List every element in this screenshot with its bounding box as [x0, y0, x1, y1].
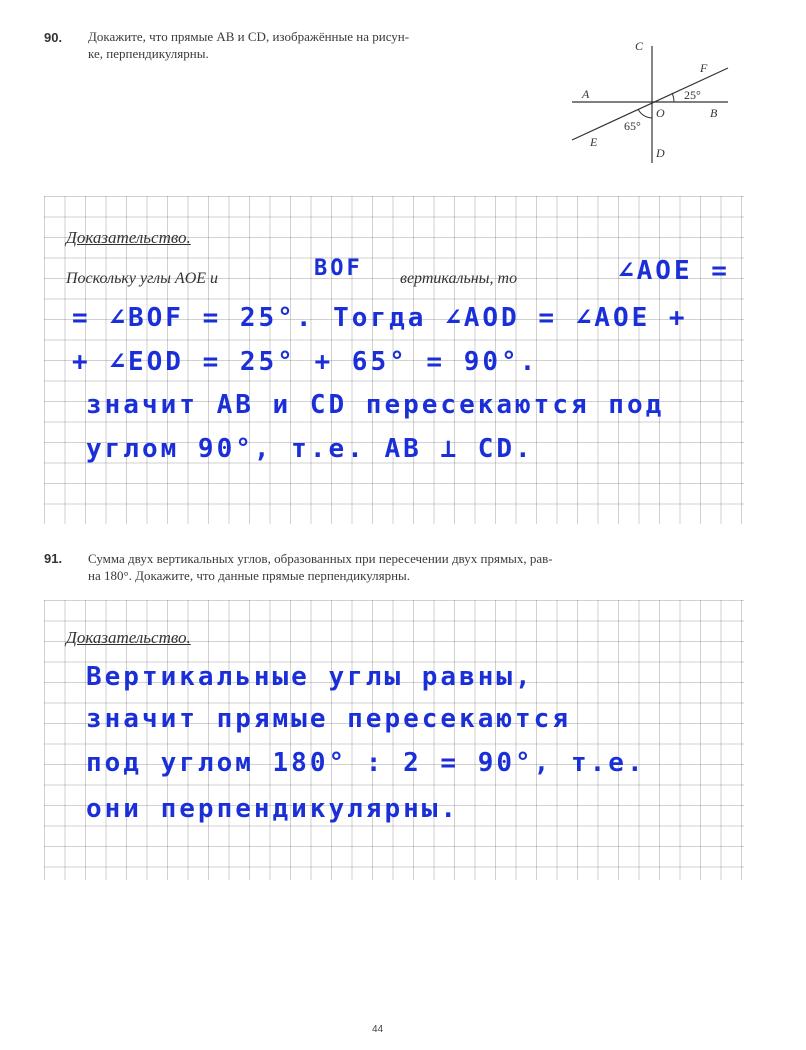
proof-90-printed-mid: вертикальны, то [400, 270, 518, 287]
label-a: A [582, 87, 590, 101]
label-o: O [656, 106, 665, 120]
handwriting-aoe-eq: ∠AOE = [618, 256, 730, 286]
page-number: 44 [372, 1024, 384, 1035]
handwriting-line-5: углом 90°, т.е. AB ⊥ CD. [86, 434, 534, 464]
handwriting-bof: BOF [314, 256, 363, 281]
proof-91-heading: Доказательство. [66, 628, 191, 647]
task-90-number: 90. [44, 30, 63, 45]
handwriting-91-line-1: Вертикальные углы равны, [86, 662, 534, 692]
angle-label-65: 65° [624, 119, 641, 133]
proof-90-heading: Доказательство. [66, 228, 191, 247]
line-ef [572, 68, 728, 140]
angle-label-25: 25° [684, 88, 701, 102]
handwriting-91-line-2: значит прямые пересекаются [86, 704, 571, 734]
handwriting-line-4: значит AB и CD пересекаются под [86, 390, 665, 420]
task-91-number: 91. [44, 551, 63, 566]
label-f: F [700, 61, 708, 75]
task-90-text-line2: ке, перпендикулярны. [88, 46, 209, 61]
label-c: C [635, 39, 644, 53]
task-91-text-line2: на 180°. Докажите, что данные прямые перпендикулярны. [88, 568, 411, 583]
proof-90-printed-start: Поскольку углы AOE и [66, 270, 219, 287]
task-91-text-line1: Сумма двух вертикальных углов, образованных при пересечении двух прямых, рав- [88, 551, 553, 566]
handwriting-91-line-4: они перпендикулярны. [86, 794, 460, 824]
handwriting-line-3: + ∠EOD = 25° + 65° = 90°. [72, 347, 539, 377]
angle-arc-65 [638, 109, 652, 118]
task-90-text-line1: Докажите, что прямые AB и CD, изображённые на рисун- [88, 29, 410, 44]
angle-arc-25 [672, 93, 674, 102]
label-e: E [590, 135, 598, 149]
handwriting-line-2: = ∠BOF = 25°. Тогда ∠AOD = ∠AOE + [72, 303, 688, 333]
label-b: B [710, 106, 718, 120]
handwriting-91-line-3: под углом 180° : 2 = 90°, т.е. [86, 748, 646, 778]
label-d: D [656, 146, 665, 160]
geometry-figure [560, 38, 740, 173]
